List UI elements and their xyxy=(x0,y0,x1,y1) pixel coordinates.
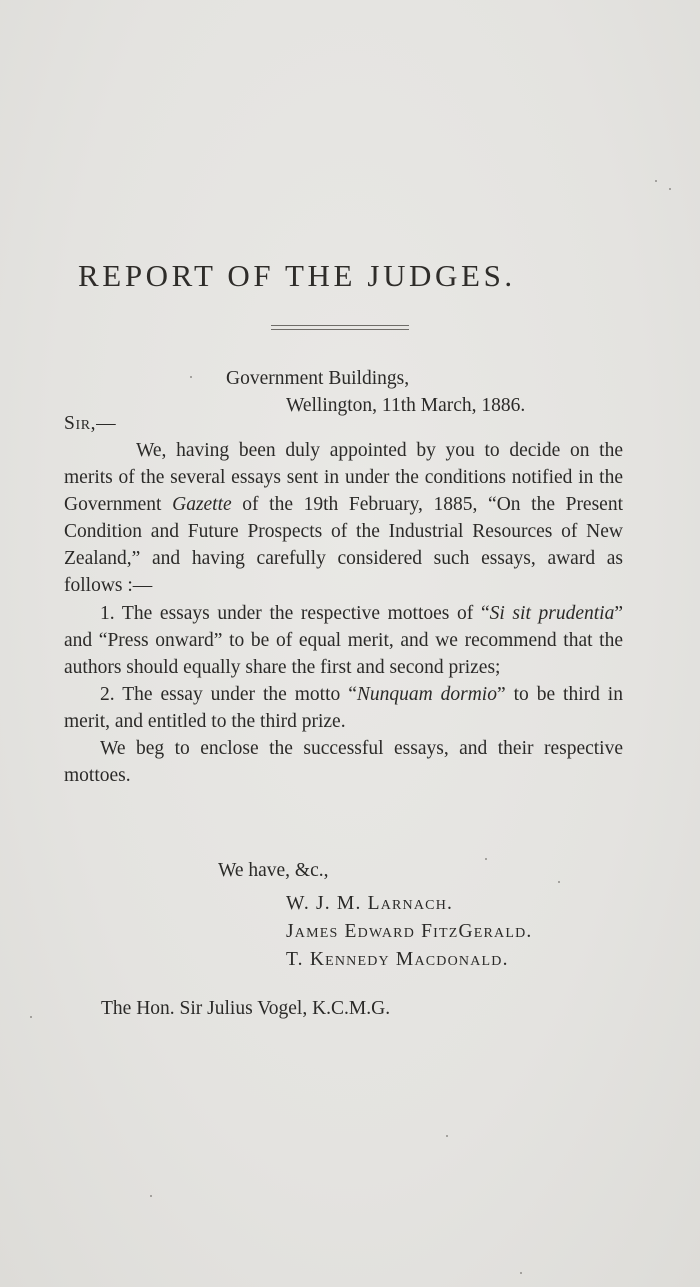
paper-speck xyxy=(446,1135,448,1137)
paper-speck xyxy=(150,1195,152,1197)
signatory-larnach: W. J. M. Larnach. xyxy=(286,893,454,914)
salutation: Sir,— xyxy=(64,413,117,434)
paper-speck xyxy=(558,881,560,883)
paper-speck xyxy=(485,858,487,860)
award-item-1-text-b: ” and “Press onward” to be of equal merit, and we recommend that the authors should equally share the first and second prizes; xyxy=(64,602,624,678)
award-item-2-text-a: 2. The essay under the motto “ xyxy=(100,683,357,705)
signatory-fitzgerald: James Edward FitzGerald. xyxy=(286,921,533,942)
paragraph-enclosure: We beg to enclose the successful essays, and their respective mottoes. xyxy=(64,738,623,787)
paper-speck xyxy=(669,188,671,190)
paragraph-appointment-text-a: We, having been duly appointed by you to decide on the merits of the several essays sent in under the conditions notified in the Government xyxy=(64,440,623,516)
paper-speck xyxy=(655,180,657,182)
motto-nunquam-dormio: Nunquam dormio xyxy=(356,683,497,705)
award-item-1-text-a: 1. The essays under the respective mottoes of “ xyxy=(100,602,490,624)
page-title: REPORT OF THE JUDGES. xyxy=(78,258,516,293)
award-item-2 xyxy=(64,681,623,735)
award-item-1 xyxy=(64,600,623,681)
paragraph-appointment-text-b: of the 19th February, 1885, “On the Present Condition and Future Prospects of the Industrial Resources of New Zealand,” and having carefully considered such essays, award as follows :— xyxy=(64,494,623,597)
closing-line: We have, &c., xyxy=(218,860,329,881)
addressee: The Hon. Sir Julius Vogel, K.C.M.G. xyxy=(101,998,391,1019)
title-rule-top xyxy=(271,325,409,326)
motto-si-sit-prudentia: Si sit prudentia xyxy=(489,602,615,624)
gazette-italic: Gazette xyxy=(172,494,232,516)
award-item-2-text-b: ” to be third in merit, and entitled to the third prize. xyxy=(64,683,623,732)
signatory-macdonald: T. Kennedy Macdonald. xyxy=(286,949,509,970)
address-line-1: Government Buildings, xyxy=(226,368,410,389)
address-line-2: Wellington, 11th March, 1886. xyxy=(286,395,526,416)
paragraph-appointment xyxy=(64,437,623,600)
title-rule-bottom xyxy=(271,329,409,330)
letter-body xyxy=(64,437,623,789)
paper-speck xyxy=(520,1272,522,1274)
paper-speck xyxy=(30,1016,32,1018)
paper-speck xyxy=(190,376,192,378)
